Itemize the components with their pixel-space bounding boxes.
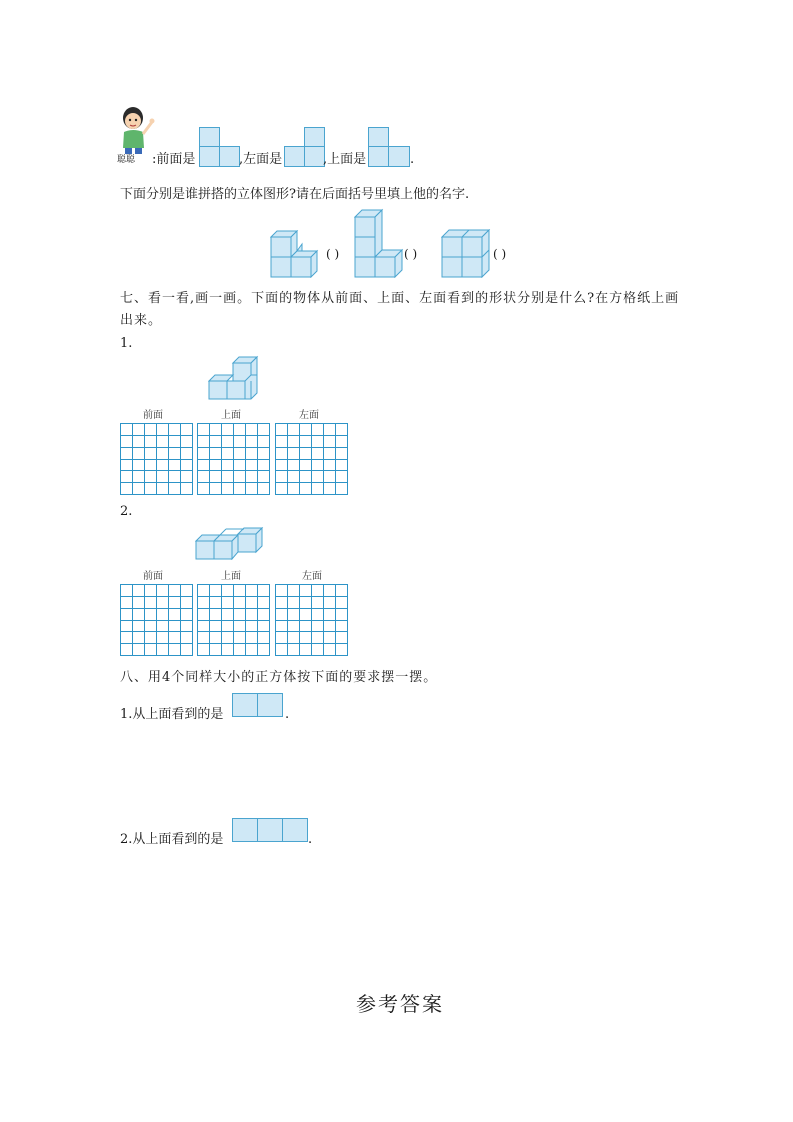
grid-line (120, 655, 193, 656)
grid-line (120, 494, 193, 495)
item2-label-front: 前面 (143, 571, 163, 582)
grid-line (335, 423, 336, 495)
grid-line (168, 584, 169, 656)
grid-line (269, 423, 270, 495)
grid-line (275, 643, 348, 644)
grid-line (323, 584, 324, 656)
top-label: ,上面是 (323, 152, 367, 167)
grid-line (257, 423, 258, 495)
item1-label-front: 前面 (143, 410, 163, 421)
solid-figure-c (441, 229, 491, 278)
grid-line (180, 423, 181, 495)
grid-line (192, 423, 193, 495)
item2-label-left: 左面 (302, 571, 322, 582)
q1-end-dot: . (285, 707, 290, 722)
grid-line (197, 459, 270, 460)
grid-paper[interactable] (120, 423, 193, 495)
grid-line (275, 470, 348, 471)
blank-c[interactable]: ( ) (493, 247, 507, 261)
answer-title: 参考答案 (356, 992, 444, 1016)
section7-heading-line2: 出来。 (120, 313, 163, 328)
grid-line (120, 459, 193, 460)
q1-label: 1.从上面看到的是 (120, 707, 224, 722)
grid-line (120, 470, 193, 471)
item2-number: 2. (120, 504, 133, 519)
section8-heading: 八、用4个同样大小的正方体按下面的要求摆一摆。 (120, 670, 438, 685)
grid-line (197, 620, 270, 621)
end-dot: . (410, 152, 415, 167)
grid-line (120, 631, 193, 632)
grid-line (269, 584, 270, 656)
grid-line (275, 631, 348, 632)
grid-line (180, 584, 181, 656)
grid-line (257, 584, 258, 656)
item1-number: 1. (120, 336, 133, 351)
q2-top-view (232, 818, 308, 842)
grid-line (197, 655, 270, 656)
grid-paper[interactable] (120, 584, 193, 656)
section6-instruction: 下面分别是谁拼搭的立体图形?请在后面括号里填上他的名字. (120, 187, 470, 202)
item2-solid (195, 527, 265, 560)
item2-label-top: 上面 (221, 571, 241, 582)
grid-paper[interactable] (197, 584, 270, 656)
grid-line (197, 643, 270, 644)
grid-line (245, 584, 246, 656)
grid-line (197, 631, 270, 632)
blank-b[interactable]: ( ) (404, 247, 418, 261)
grid-line (197, 494, 270, 495)
left-label: ,左面是 (239, 152, 283, 167)
grid-line (245, 423, 246, 495)
grid-line (192, 584, 193, 656)
solid-figure-b (354, 208, 404, 278)
grid-paper[interactable] (275, 423, 348, 495)
top-view-figure (368, 127, 410, 167)
front-label: :前面是 (152, 152, 196, 167)
grid-paper[interactable] (197, 423, 270, 495)
item1-label-top: 上面 (221, 410, 241, 421)
grid-line (197, 482, 270, 483)
grid-line (347, 584, 348, 656)
blank-a[interactable]: ( ) (326, 247, 340, 261)
q1-top-view (232, 693, 283, 717)
grid-line (120, 620, 193, 621)
q2-end-dot: . (308, 832, 313, 847)
item1-label-left: 左面 (299, 410, 319, 421)
section7-heading-line1: 七、看一看,画一画。下面的物体从前面、上面、左面看到的形状分别是什么?在方格纸上画 (120, 291, 680, 306)
grid-line (335, 584, 336, 656)
q2-label: 2.从上面看到的是 (120, 832, 224, 847)
front-view-figure (199, 127, 240, 167)
grid-line (275, 494, 348, 495)
grid-line (275, 655, 348, 656)
grid-line (275, 459, 348, 460)
grid-line (168, 423, 169, 495)
grid-line (275, 620, 348, 621)
grid-line (347, 423, 348, 495)
left-view-figure (284, 127, 325, 167)
speaker-label: 聪聪 (117, 155, 136, 165)
grid-line (323, 423, 324, 495)
grid-line (197, 470, 270, 471)
grid-line (275, 482, 348, 483)
grid-line (120, 482, 193, 483)
item1-solid (208, 352, 262, 402)
solid-figure-a (270, 230, 330, 278)
boy-avatar (116, 104, 158, 156)
grid-line (120, 643, 193, 644)
grid-paper[interactable] (275, 584, 348, 656)
